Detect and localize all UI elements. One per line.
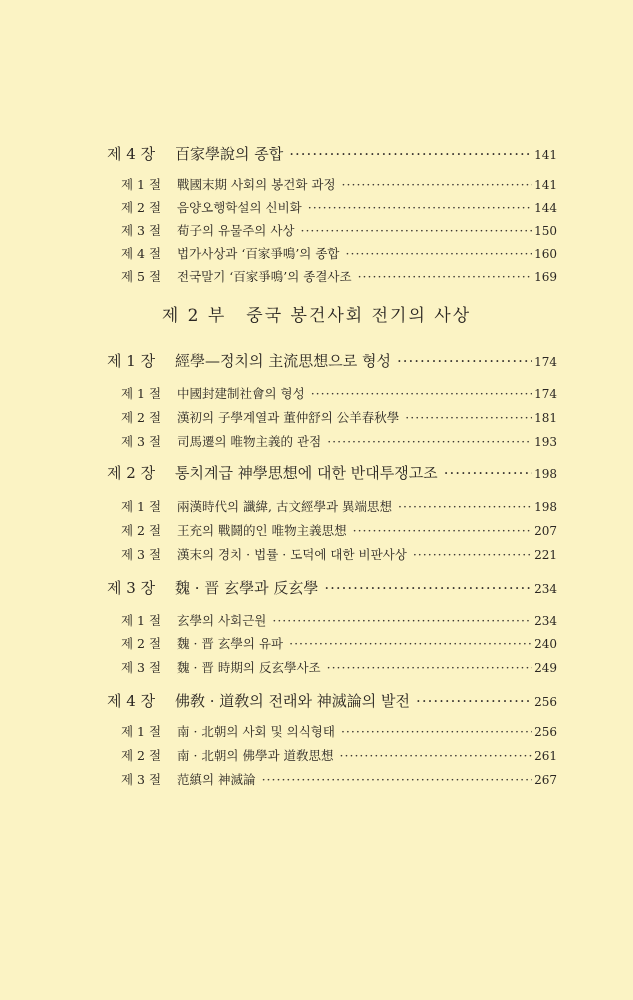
section-title: 戰國末期 사회의 봉건화 과정 — [177, 177, 336, 192]
section-title: 음양오행학설의 신비화 — [177, 200, 302, 215]
page-number: 160 — [534, 247, 557, 261]
page-number: 198 — [534, 467, 557, 481]
page-number: 267 — [534, 773, 557, 787]
page-number: 169 — [534, 270, 557, 284]
section-title: 漢初의 子學계열과 董仲舒의 公羊春秋學 — [177, 410, 400, 425]
dot-leader — [405, 410, 532, 425]
section-title: 魏 · 晋 時期의 反玄學사조 — [177, 660, 321, 675]
section-number: 제 2 절 — [121, 200, 162, 215]
page-number: 174 — [534, 355, 557, 369]
part-heading — [0, 301, 633, 326]
dot-leader — [397, 352, 532, 370]
chapter-number: 제 4 장 — [107, 145, 156, 163]
chapter-number: 제 4 장 — [107, 692, 156, 710]
toc-section-entry — [121, 198, 557, 216]
section-title: 兩漢時代의 讖緯, 古文經學과 異端思想 — [177, 499, 393, 514]
toc-chapter-entry — [107, 690, 557, 711]
section-number: 제 2 절 — [121, 636, 162, 651]
toc-chapter-entry — [107, 462, 557, 483]
chapter-title: 經學—정치의 主流思想으로 형성 — [175, 352, 391, 370]
page-number: 256 — [534, 695, 557, 709]
dot-leader — [289, 636, 532, 651]
section-title: 南 · 北朝의 사회 및 의식형태 — [177, 724, 335, 739]
section-number: 제 3 절 — [121, 772, 162, 787]
dot-leader — [327, 660, 533, 675]
dot-leader — [341, 724, 532, 739]
toc-section-entry — [121, 611, 557, 629]
dot-leader — [324, 579, 532, 597]
dot-leader — [327, 434, 532, 449]
toc-section-entry — [121, 267, 557, 285]
section-number: 제 3 절 — [121, 660, 162, 675]
dot-leader — [358, 269, 533, 284]
section-title: 漢末의 경치 · 법률 · 도덕에 대한 비판사상 — [177, 547, 407, 562]
section-number: 제 1 절 — [121, 613, 162, 628]
toc-section-entry — [121, 770, 557, 788]
section-number: 제 5 절 — [121, 269, 162, 284]
section-title: 司馬遷의 唯物主義的 관점 — [177, 434, 322, 449]
section-number: 제 4 절 — [121, 246, 162, 261]
section-title: 王充의 戰鬪的인 唯物主義思想 — [177, 523, 347, 538]
page-number: 144 — [534, 201, 557, 215]
dot-leader — [308, 200, 532, 215]
dot-leader — [262, 772, 533, 787]
section-title: 南 · 北朝의 佛學과 道敎思想 — [177, 748, 334, 763]
toc-chapter-entry — [107, 143, 557, 164]
dot-leader — [340, 748, 533, 763]
page-number: 207 — [534, 524, 557, 538]
toc-section-entry — [121, 521, 557, 539]
page-number: 141 — [534, 178, 557, 192]
section-title: 中國封建制社會의 형성 — [177, 386, 305, 401]
chapter-title: 百家學說의 종합 — [175, 145, 284, 163]
part-number: 제 2 부 — [161, 306, 227, 326]
toc-section-entry — [121, 221, 557, 239]
toc-section-entry — [121, 497, 557, 515]
dot-leader — [272, 613, 532, 628]
dot-leader — [289, 145, 532, 163]
dot-leader — [342, 177, 533, 192]
page-number: 234 — [534, 614, 557, 628]
section-number: 제 2 절 — [121, 748, 162, 763]
chapter-title: 佛敎 · 道敎의 전래와 神滅論의 발전 — [175, 692, 411, 710]
section-number: 제 1 절 — [121, 177, 162, 192]
toc-section-entry — [121, 722, 557, 740]
page-number: 234 — [534, 582, 557, 596]
toc-chapter-entry — [107, 350, 557, 371]
section-number: 제 1 절 — [121, 724, 162, 739]
chapter-title: 魏 · 晋 玄學과 反玄學 — [175, 579, 319, 597]
page-number: 256 — [534, 725, 557, 739]
dot-leader — [300, 223, 532, 238]
toc-section-entry — [121, 634, 557, 652]
section-number: 제 2 절 — [121, 523, 162, 538]
page-number: 150 — [534, 224, 557, 238]
page-number: 141 — [534, 148, 557, 162]
dot-leader — [398, 499, 532, 514]
section-number: 제 1 절 — [121, 499, 162, 514]
toc-section-entry — [121, 658, 557, 676]
chapter-number: 제 1 장 — [107, 352, 156, 370]
toc-section-entry — [121, 746, 557, 764]
section-number: 제 3 절 — [121, 434, 162, 449]
toc-section-entry — [121, 432, 557, 450]
toc-section-entry — [121, 384, 557, 402]
dot-leader — [311, 386, 532, 401]
page-number: 221 — [534, 548, 557, 562]
dot-leader — [353, 523, 532, 538]
section-number: 제 3 절 — [121, 223, 162, 238]
page-number: 193 — [534, 435, 557, 449]
chapter-number: 제 2 장 — [107, 464, 156, 482]
part-title: 중국 봉건사회 전기의 사상 — [246, 306, 472, 326]
chapter-number: 제 3 장 — [107, 579, 156, 597]
dot-leader — [444, 464, 532, 482]
chapter-title: 통치계급 神學思想에 대한 반대투쟁고조 — [175, 464, 438, 482]
section-number: 제 2 절 — [121, 410, 162, 425]
page-number: 181 — [534, 411, 557, 425]
section-title: 荀子의 유물주의 사상 — [177, 223, 295, 238]
dot-leader — [413, 547, 532, 562]
toc-section-entry — [121, 175, 557, 193]
section-title: 魏 · 晋 玄學의 유파 — [177, 636, 284, 651]
toc-section-entry — [121, 408, 557, 426]
toc-section-entry — [121, 244, 557, 262]
page-number: 261 — [534, 749, 557, 763]
section-title: 玄學의 사회근원 — [177, 613, 267, 628]
section-number: 제 1 절 — [121, 386, 162, 401]
page-number: 174 — [534, 387, 557, 401]
section-title: 법가사상과 ‘百家爭鳴’의 종합 — [177, 246, 340, 261]
section-title: 전국말기 ‘百家爭鳴’의 종결사조 — [177, 269, 352, 284]
section-number: 제 3 절 — [121, 547, 162, 562]
page-number: 249 — [534, 661, 557, 675]
page-number: 240 — [534, 637, 557, 651]
toc-section-entry — [121, 545, 557, 563]
page-number: 198 — [534, 500, 557, 514]
section-title: 范縝의 神滅論 — [177, 772, 256, 787]
dot-leader — [416, 692, 532, 710]
toc-chapter-entry — [107, 577, 557, 598]
dot-leader — [346, 246, 533, 261]
